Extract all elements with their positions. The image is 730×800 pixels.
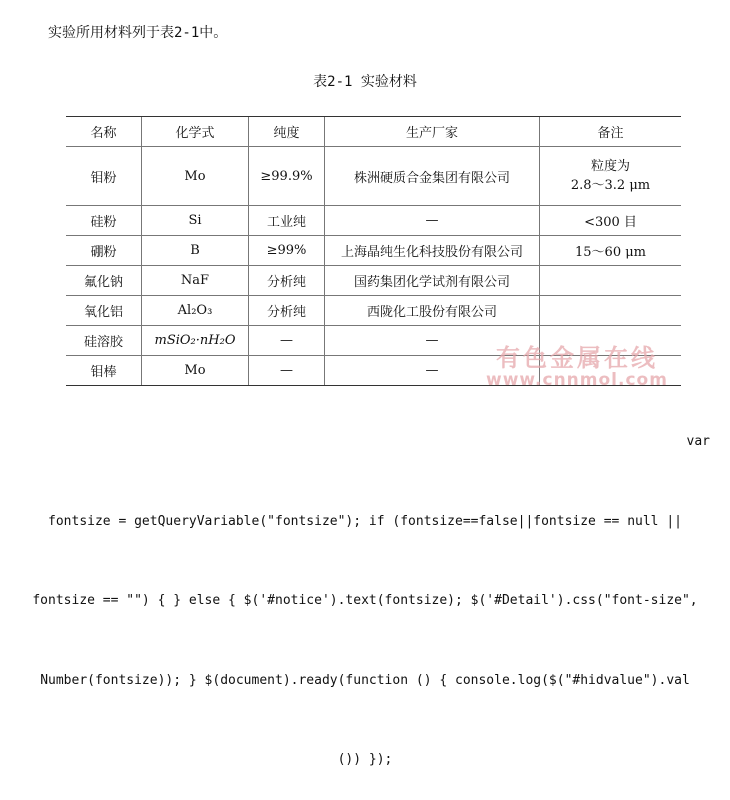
cell-name: 硅溶胶 <box>66 326 142 356</box>
table-row <box>66 147 681 206</box>
cell-purity: 分析纯 <box>249 296 325 326</box>
script-source-text <box>20 376 710 800</box>
table-row <box>66 206 681 236</box>
table-row <box>66 266 681 296</box>
table-caption: 表2-1 实验材料 <box>313 74 417 90</box>
code-line: fontsize = getQueryVariable("fontsize"); if (fontsize==false||fontsize == null || <box>48 513 682 529</box>
code-line: Number(fontsize)); } $(document).ready(function () { console.log($("#hidvalue").val <box>40 672 690 688</box>
cell-remarks <box>540 266 682 296</box>
cell-formula: Si <box>142 206 249 236</box>
cell-manufacturer: 株洲硬质合金集团有限公司 <box>325 147 540 206</box>
cell-purity: ≥99.9% <box>249 147 325 206</box>
cell-name: 氧化铝 <box>66 296 142 326</box>
cell-name: 钼粉 <box>66 147 142 206</box>
header-purity: 纯度 <box>249 117 325 147</box>
header-remarks: 备注 <box>540 117 682 147</box>
table-header-row <box>66 117 681 147</box>
header-name: 名称 <box>66 117 142 147</box>
cell-remarks: 粒度为 2.8～3.2 μm <box>540 147 682 206</box>
cell-manufacturer: 国药集团化学试剂有限公司 <box>325 266 540 296</box>
watermark-url: www.cnnmol.com <box>486 370 668 390</box>
header-formula: 化学式 <box>142 117 249 147</box>
cell-formula: Al₂O₃ <box>142 296 249 326</box>
cell-remarks: <300 目 <box>540 206 682 236</box>
cell-manufacturer: — <box>325 356 540 386</box>
table-row <box>66 296 681 326</box>
cell-purity: 分析纯 <box>249 266 325 296</box>
cell-name: 硅粉 <box>66 206 142 236</box>
cell-remarks <box>540 296 682 326</box>
cell-formula: Mo <box>142 356 249 386</box>
code-line: fontsize == "") { } else { $('#notice').text(fontsize); $('#Detail').css("font-size", <box>32 593 698 608</box>
cell-name: 氟化钠 <box>66 266 142 296</box>
header-manufacturer: 生产厂家 <box>325 117 540 147</box>
cell-manufacturer: — <box>325 206 540 236</box>
cell-manufacturer: — <box>325 326 540 356</box>
code-line: ()) }); <box>337 752 393 767</box>
cell-formula: Mo <box>142 147 249 206</box>
cell-remarks: 15～60 μm <box>540 236 682 266</box>
cell-purity: — <box>249 326 325 356</box>
cell-manufacturer: 西陇化工股份有限公司 <box>325 296 540 326</box>
cell-formula: B <box>142 236 249 266</box>
cell-formula: NaF <box>142 266 249 296</box>
cell-manufacturer: 上海晶纯生化科技股份有限公司 <box>325 236 540 266</box>
watermark-title: 有色金属在线 <box>495 344 658 372</box>
cell-purity: 工业纯 <box>249 206 325 236</box>
table-row <box>66 236 681 266</box>
intro-paragraph: 实验所用材料列于表2-1中。 <box>48 25 228 41</box>
cell-formula: mSiO₂·nH₂O <box>142 326 249 356</box>
cell-purity: — <box>249 356 325 386</box>
code-line: var <box>686 434 710 449</box>
cell-purity: ≥99% <box>249 236 325 266</box>
cell-name: 钼棒 <box>66 356 142 386</box>
cell-name: 硼粉 <box>66 236 142 266</box>
